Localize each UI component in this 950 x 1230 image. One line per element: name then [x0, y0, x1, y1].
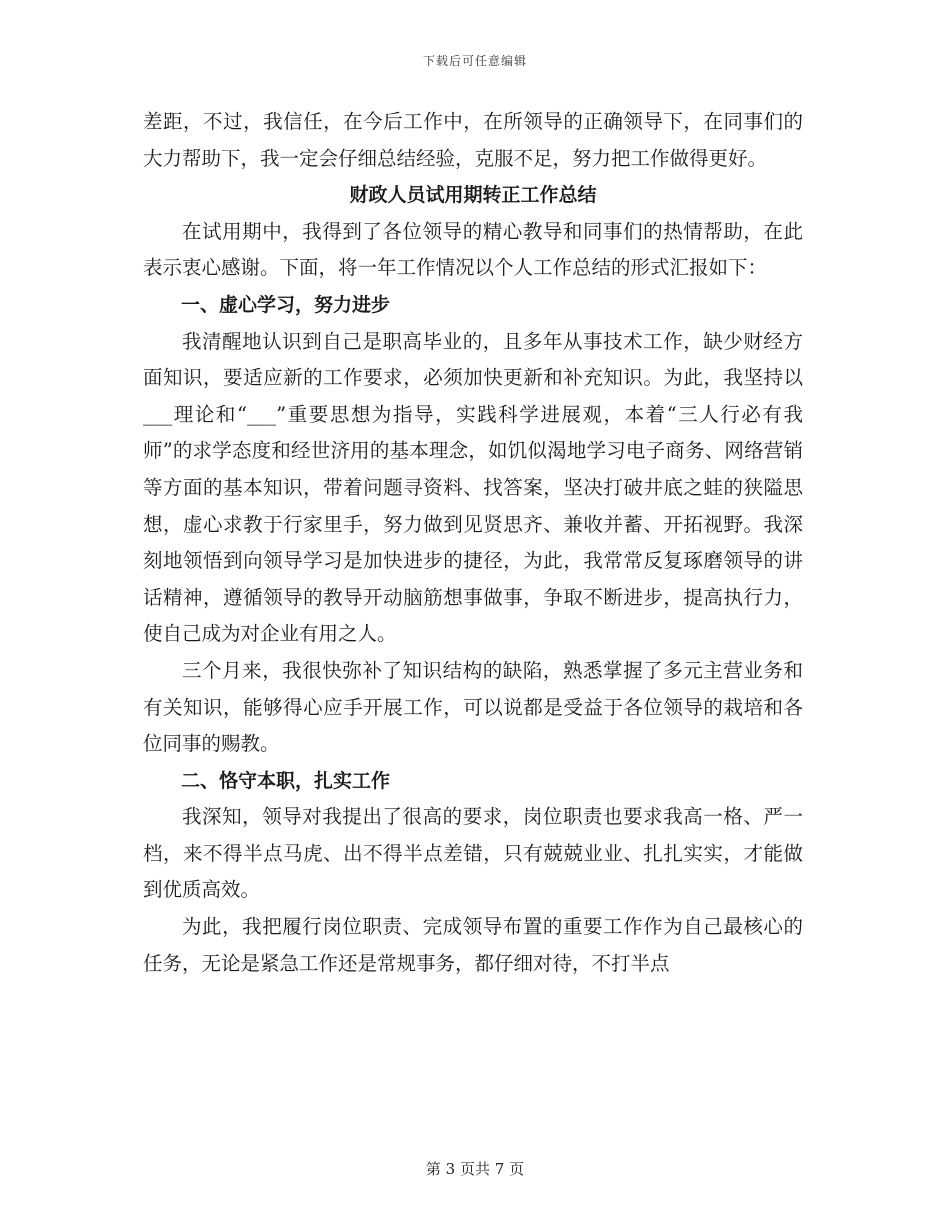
paragraph-continuation: 差距，不过，我信任，在今后工作中，在所领导的正确领导下，在同事们的大力帮助下，我一定会仔细总结经验，克服不足，努力把工作做得更好。	[143, 110, 803, 170]
section-title: 财政人员试用期转正工作总结	[349, 184, 597, 207]
heading-study: 一、虚心学习，努力进步	[181, 293, 391, 316]
page-header: 下载后可任意编辑	[422, 54, 527, 68]
paragraph-study: 我清醒地认识到自己是职高毕业的，且多年从事技术工作，缺少财经方面知识，要适应新的工作要求，必须加快更新和补充知识。为此，我坚持以___理论和“___”重要思想为指导，实践科学进展观，本着“三人行必有我师”的求学态度和经世济用的基本理念，如饥似渴地学习电子商务、网络营销等方面的基本知识，带着问题寻资料、找答案，坚决打破井底之蛙的狭隘思想，虚心求教于行家里手，努力做到见贤思齐、兼收并蓄、开拓视野。我深刻地领悟到向领导学习是加快进步的捷径，为此，我常常反复琢磨领导的讲话精神，遵循领导的教导开动脑筋想事做事，争取不断进步，提高执行力，使自己成为对企业有用之人。	[143, 329, 803, 646]
paragraph-duty: 我深知，领导对我提出了很高的要求，岗位职责也要求我高一格、严一档，来不得半点马虎、出不得半点差错，只有兢兢业业、扎扎实实，才能做到优质高效。	[143, 805, 803, 902]
heading-duty: 二、恪守本职，扎实工作	[181, 769, 391, 792]
page-footer: 第 3 页共 7 页	[425, 1160, 525, 1178]
paragraph-tasks: 为此，我把履行岗位职责、完成领导布置的重要工作作为自己最核心的任务，无论是紧急工作还是常规事务，都仔细对待，不打半点	[143, 915, 803, 975]
paragraph-intro: 在试用期中，我得到了各位领导的精心教导和同事们的热情帮助，在此表示衷心感谢。下面，将一年工作情况以个人工作总结的形式汇报如下：	[143, 219, 803, 280]
paragraph-progress: 三个月来，我很快弥补了知识结构的缺陷，熟悉掌握了多元主营业务和有关知识，能够得心应手开展工作，可以说都是受益于各位领导的栽培和各位同事的赐教。	[143, 658, 803, 756]
document-body	[143, 104, 803, 982]
